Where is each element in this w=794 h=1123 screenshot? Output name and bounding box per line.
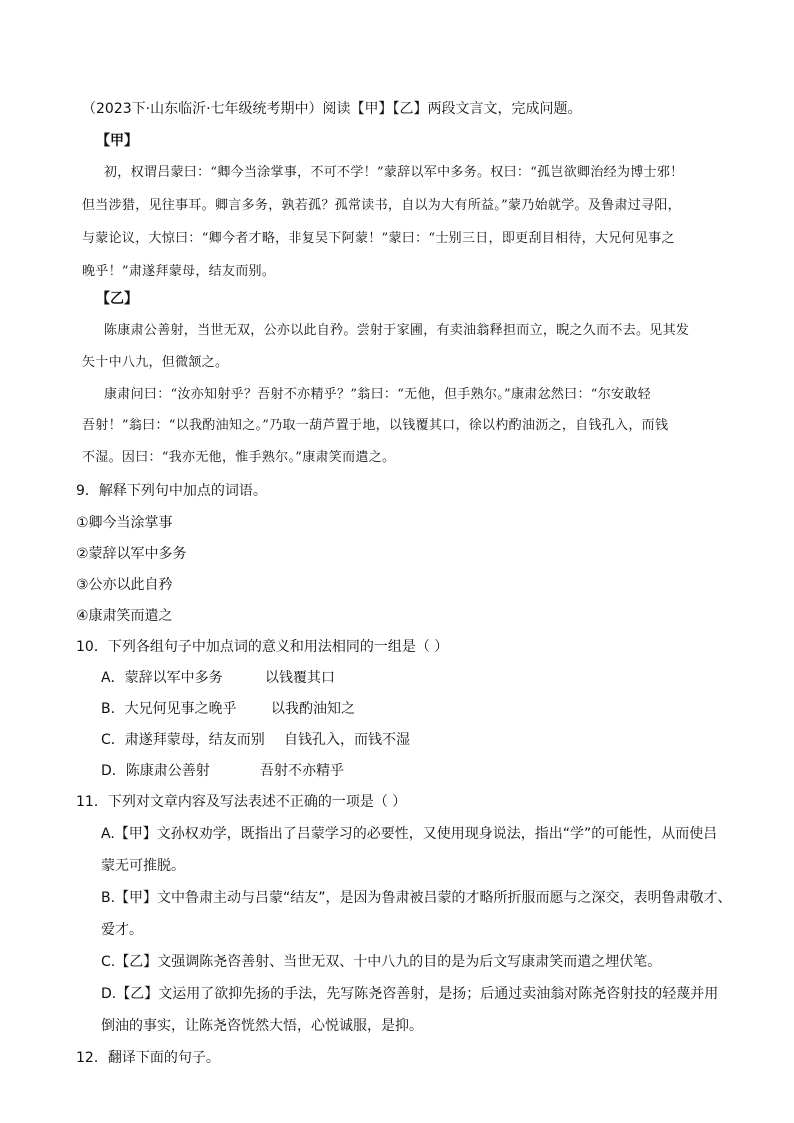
question-9-item: ②蒙辞以军中多务 bbox=[76, 546, 187, 562]
question-10-stem: 10．下列各组句子中加点词的意义和用法相同的一组是（ ） bbox=[76, 639, 449, 655]
question-10-option-d: D．陈康肃公善射 bbox=[101, 763, 210, 779]
question-9-item: ③公亦以此自矜 bbox=[76, 577, 173, 593]
passage-a-line: 与蒙论议，大惊曰：“卿今者才略，非复吴下阿蒙！”蒙曰：“士别三日，即更刮目相待，大兄何见事之 bbox=[82, 231, 675, 246]
question-9-stem: 9．解释下列句中加点的词语。 bbox=[76, 483, 267, 499]
question-11-line: D.【乙】文运用了欲抑先扬的手法，先写陈尧咨善射，是扬；后通过卖油翁对陈尧咨射技的轻蔑并用 bbox=[101, 986, 719, 1002]
question-10-option-a-pair: 以钱覆其口 bbox=[265, 670, 335, 686]
question-11-line: C.【乙】文强调陈尧咨善射、当世无双、十中八九的目的是为后文写康肃笑而遣之埋伏笔。 bbox=[101, 954, 662, 970]
question-11-line: 蒙无可推脱。 bbox=[101, 858, 185, 874]
question-10-option-c: C．肃遂拜蒙母，结友而别 bbox=[101, 732, 265, 748]
question-12-stem: 12．翻译下面的句子。 bbox=[76, 1050, 220, 1066]
question-11-line: B.【甲】文中鲁肃主动与吕蒙“结友”，是因为鲁肃被吕蒙的才略所折服而愿与之深交，表明鲁肃敬才、 bbox=[101, 890, 732, 906]
passage-b-line: 吾射！”翁曰：“以我酌油知之。”乃取一葫芦置于地，以钱覆其口，徐以杓酌油沥之，自钱孔入，而钱 bbox=[82, 418, 669, 433]
passage-b-heading: 【乙】 bbox=[96, 291, 138, 307]
question-10-option-a: A．蒙辞以军中多务 bbox=[101, 670, 223, 686]
passage-b-line: 不湿。因曰：“我亦无他，惟手熟尔。”康肃笑而遣之。 bbox=[82, 450, 396, 465]
question-11-line: 倒油的事实，让陈尧咨恍然大悟，心悦诚服，是抑。 bbox=[101, 1018, 423, 1034]
passage-b-line: 陈康肃公善射，当世无双，公亦以此自矜。尝射于家圃，有卖油翁释担而立，睨之久而不去。见其发 bbox=[104, 323, 690, 338]
question-10-option-c-pair: 自钱孔入，而钱不湿 bbox=[284, 732, 410, 748]
question-11-line: A.【甲】文孙权劝学，既指出了吕蒙学习的必要性，又使用现身说法，指出“学”的可能性，从而使吕 bbox=[101, 826, 718, 842]
question-11-stem: 11．下列对文章内容及写法表述不正确的一项是（ ） bbox=[76, 794, 407, 810]
passage-a-heading: 【甲】 bbox=[96, 133, 138, 149]
question-10-option-b: B．大兄何见事之晚乎 bbox=[101, 701, 237, 717]
passage-a-line: 晚乎！”肃遂拜蒙母，结友而别。 bbox=[82, 264, 276, 279]
passage-a-line: 初，权谓吕蒙曰：“卿今当涂掌事，不可不学！”蒙辞以军中多务。权曰：“孤岂欲卿治经为博士邪！ bbox=[104, 165, 684, 180]
question-9-item: ①卿今当涂掌事 bbox=[76, 515, 173, 531]
passage-b-line: 康肃问曰：“汝亦知射乎？吾射不亦精乎？”翁曰：“无他，但手熟尔。”康肃忿然曰：“尔安敢轻 bbox=[104, 387, 651, 402]
question-10-option-b-pair: 以我酌油知之 bbox=[271, 701, 355, 717]
question-9-item: ④康肃笑而遣之 bbox=[76, 608, 173, 624]
question-10-option-d-pair: 吾射不亦精乎 bbox=[260, 763, 344, 779]
passage-b-line: 矢十中八九，但微颔之。 bbox=[82, 355, 229, 370]
intro-text: （2023下·山东临沂·七年级统考期中）阅读【甲】【乙】两段文言文，完成问题。 bbox=[82, 101, 582, 117]
passage-a-line: 但当涉猎，见往事耳。卿言多务，孰若孤？孤常读书，自以为大有所益。”蒙乃始就学。及鲁肃过寻阳， bbox=[82, 198, 681, 213]
question-11-line: 爱才。 bbox=[101, 922, 143, 938]
